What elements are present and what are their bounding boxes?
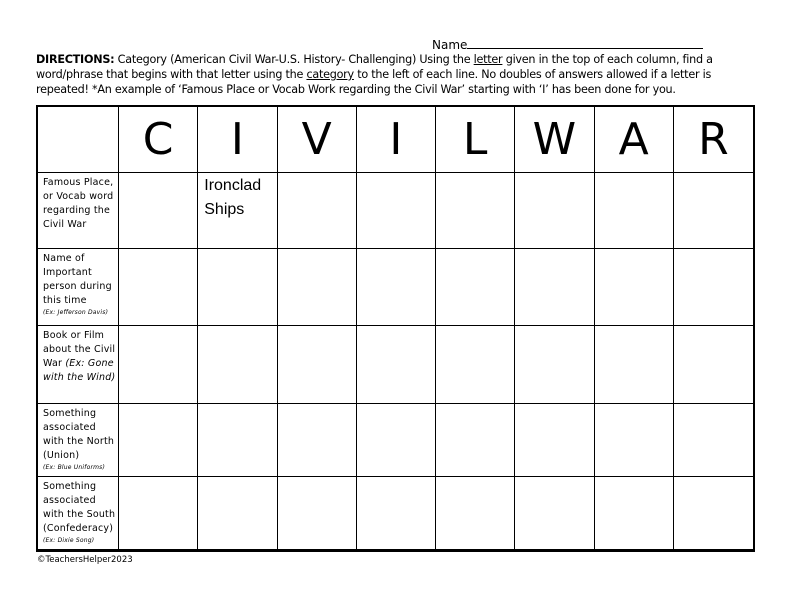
answer-cell[interactable] xyxy=(198,249,277,326)
answer-cell[interactable] xyxy=(436,404,515,477)
answer-cell[interactable] xyxy=(436,326,515,404)
category-label-3 xyxy=(38,404,119,477)
category-label-4 xyxy=(38,477,119,550)
answer-cell[interactable] xyxy=(436,173,515,249)
column-letter-7: R xyxy=(674,107,753,173)
answer-cell[interactable] xyxy=(278,326,357,404)
answer-cell[interactable] xyxy=(515,326,594,404)
category-label-1 xyxy=(38,249,119,326)
answer-cell[interactable] xyxy=(357,326,436,404)
answer-cell[interactable] xyxy=(198,173,277,249)
name-label: Name xyxy=(432,38,468,52)
answer-cell[interactable] xyxy=(674,404,753,477)
answer-cell[interactable] xyxy=(198,326,277,404)
column-letter-0: C xyxy=(119,107,198,173)
answer-cell[interactable] xyxy=(674,477,753,550)
answer-cell[interactable] xyxy=(119,173,198,249)
category-example: (Ex: Jefferson Davis) xyxy=(43,309,109,316)
category-text: Book or Film about the Civil War xyxy=(43,330,116,369)
column-letter-4: L xyxy=(436,107,515,173)
answer-cell[interactable] xyxy=(674,249,753,326)
column-letter-3: I xyxy=(357,107,436,173)
directions-part3: to the left of each line. No doubles of answers allowed if a letter is repeated! *An example of ‘Famous Place or Vocab Work regarding the Civil War’ starting with ‘I’ has been done for you. xyxy=(36,68,712,96)
answer-cell[interactable] xyxy=(278,477,357,550)
name-field[interactable] xyxy=(467,36,703,49)
answer-cell[interactable] xyxy=(436,249,515,326)
answer-cell[interactable] xyxy=(595,477,674,550)
answer-cell[interactable] xyxy=(198,477,277,550)
answer-cell[interactable] xyxy=(357,173,436,249)
category-text: Name of Important person during this time xyxy=(43,253,112,306)
category-label-2 xyxy=(38,326,119,404)
answer-cell[interactable] xyxy=(357,404,436,477)
name-line xyxy=(432,36,703,52)
category-example: (Ex: Gone with the Wind) xyxy=(43,358,116,383)
copyright-footer: ©TeachersHelper2023 xyxy=(37,555,133,565)
answer-cell[interactable] xyxy=(515,173,594,249)
answer-cell[interactable] xyxy=(595,326,674,404)
column-letter-5: W xyxy=(515,107,594,173)
answer-cell[interactable] xyxy=(674,326,753,404)
category-example: (Ex: Dixie Song) xyxy=(43,537,95,544)
answer-cell[interactable] xyxy=(198,404,277,477)
answer-cell[interactable] xyxy=(595,404,674,477)
category-label-0 xyxy=(38,173,119,249)
category-example: (Ex: Blue Uniforms) xyxy=(43,464,106,471)
answer-cell[interactable] xyxy=(119,249,198,326)
category-text: Something associated with the North (Union) xyxy=(43,408,115,461)
answer-cell[interactable] xyxy=(119,477,198,550)
directions-letter-word: letter xyxy=(473,53,503,66)
answer-cell[interactable] xyxy=(278,173,357,249)
worksheet-grid xyxy=(36,105,755,552)
answer-cell[interactable] xyxy=(515,404,594,477)
answer-cell[interactable] xyxy=(119,404,198,477)
answer-cell[interactable] xyxy=(357,249,436,326)
answer-cell[interactable] xyxy=(595,249,674,326)
directions-part1: Category (American Civil War-U.S. History- Challenging) Using the xyxy=(114,53,474,66)
answer-cell[interactable] xyxy=(278,404,357,477)
answer-cell[interactable] xyxy=(119,326,198,404)
directions-part2: given in the top of each column, find a word/phrase that begins with that letter using the xyxy=(36,53,713,81)
example-answer: Ironclad Ships xyxy=(204,177,262,218)
answer-cell[interactable] xyxy=(674,173,753,249)
category-text: Something associated with the South (Confederacy) xyxy=(43,481,116,534)
category-text: Famous Place, or Vocab word regarding the Civil War xyxy=(43,177,114,230)
answer-cell[interactable] xyxy=(357,477,436,550)
answer-cell[interactable] xyxy=(278,249,357,326)
directions-text xyxy=(36,52,760,97)
answer-cell[interactable] xyxy=(595,173,674,249)
column-letter-1: I xyxy=(198,107,277,173)
answer-cell[interactable] xyxy=(515,249,594,326)
corner-cell xyxy=(38,107,119,173)
directions-label: DIRECTIONS: xyxy=(36,53,115,66)
answer-cell[interactable] xyxy=(515,477,594,550)
directions-category-word: category xyxy=(306,68,354,81)
column-letter-2: V xyxy=(278,107,357,173)
answer-cell[interactable] xyxy=(436,477,515,550)
column-letter-6: A xyxy=(595,107,674,173)
